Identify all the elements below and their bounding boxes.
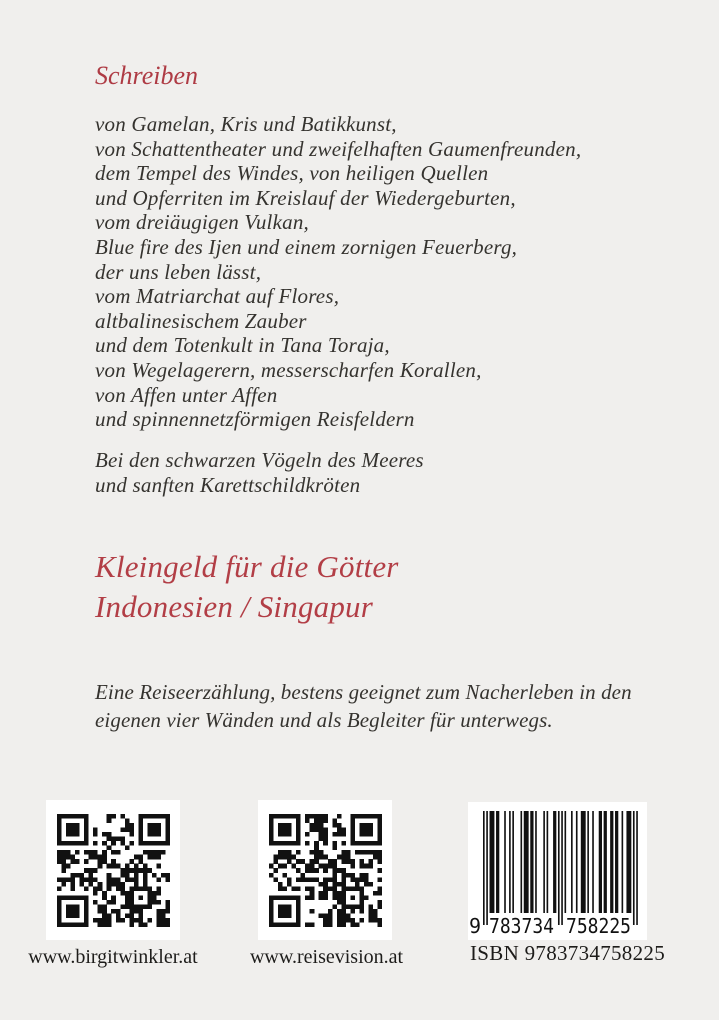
page-title: Schreiben <box>95 61 198 90</box>
poem-line: vom dreiäugigen Vulkan, <box>95 210 309 235</box>
qr-code-reisevision <box>258 800 392 940</box>
qr-code-icon <box>57 814 170 927</box>
poem-line: von Schattentheater und zweifelhaften Gaumenfreunden, <box>95 136 582 161</box>
qr-caption-reisevision: www.reisevision.at <box>249 946 404 968</box>
blurb-text: Eine Reiseerzählung, bestens geeignet zum Nacherleben in den eigenen vier Wänden und als Begleiter für unterwegs. <box>95 680 632 732</box>
poem-line: von Wegelagerern, messerscharfen Korallen, <box>95 357 482 382</box>
poem-block <box>95 112 581 432</box>
poem-line: Blue fire des Ijen und einem zornigen Feuerberg, <box>95 234 518 259</box>
barcode-icon <box>468 802 647 940</box>
poem-line: und sanften Karettschildkröten <box>95 472 361 497</box>
poem-block-2 <box>95 448 424 497</box>
poem-line: der uns leben lässt, <box>95 259 262 284</box>
qr-caption-birgitwinkler: www.birgitwinkler.at <box>28 946 198 968</box>
svg-text:783734: 783734 <box>489 914 554 938</box>
poem-line: und Opferriten im Kreislauf der Wiedergeburten, <box>95 185 516 210</box>
book-title-line-2: Indonesien / Singapur <box>95 589 374 624</box>
svg-text:758225: 758225 <box>566 914 631 938</box>
poem-line: altbalinesischem Zauber <box>95 308 307 333</box>
poem-line: von Affen unter Affen <box>95 382 278 407</box>
qr-code-birgitwinkler <box>46 800 180 940</box>
isbn-label: ISBN 9783734758225 <box>470 941 665 965</box>
book-title-block <box>95 547 399 627</box>
book-title-line-1: Kleingeld für die Götter <box>95 549 399 584</box>
poem-line: und spinnennetzförmigen Reisfeldern <box>95 407 415 432</box>
poem-line: und dem Totenkult in Tana Toraja, <box>95 333 390 358</box>
ean13-barcode <box>468 802 647 940</box>
qr-code-icon <box>269 814 382 927</box>
poem-line: von Gamelan, Kris und Batikkunst, <box>95 112 397 136</box>
svg-text:9: 9 <box>469 914 482 938</box>
poem-line: dem Tempel des Windes, von heiligen Quellen <box>95 161 489 186</box>
poem-line: Bei den schwarzen Vögeln des Meeres <box>95 448 424 472</box>
poem-line: vom Matriarchat auf Flores, <box>95 284 340 309</box>
